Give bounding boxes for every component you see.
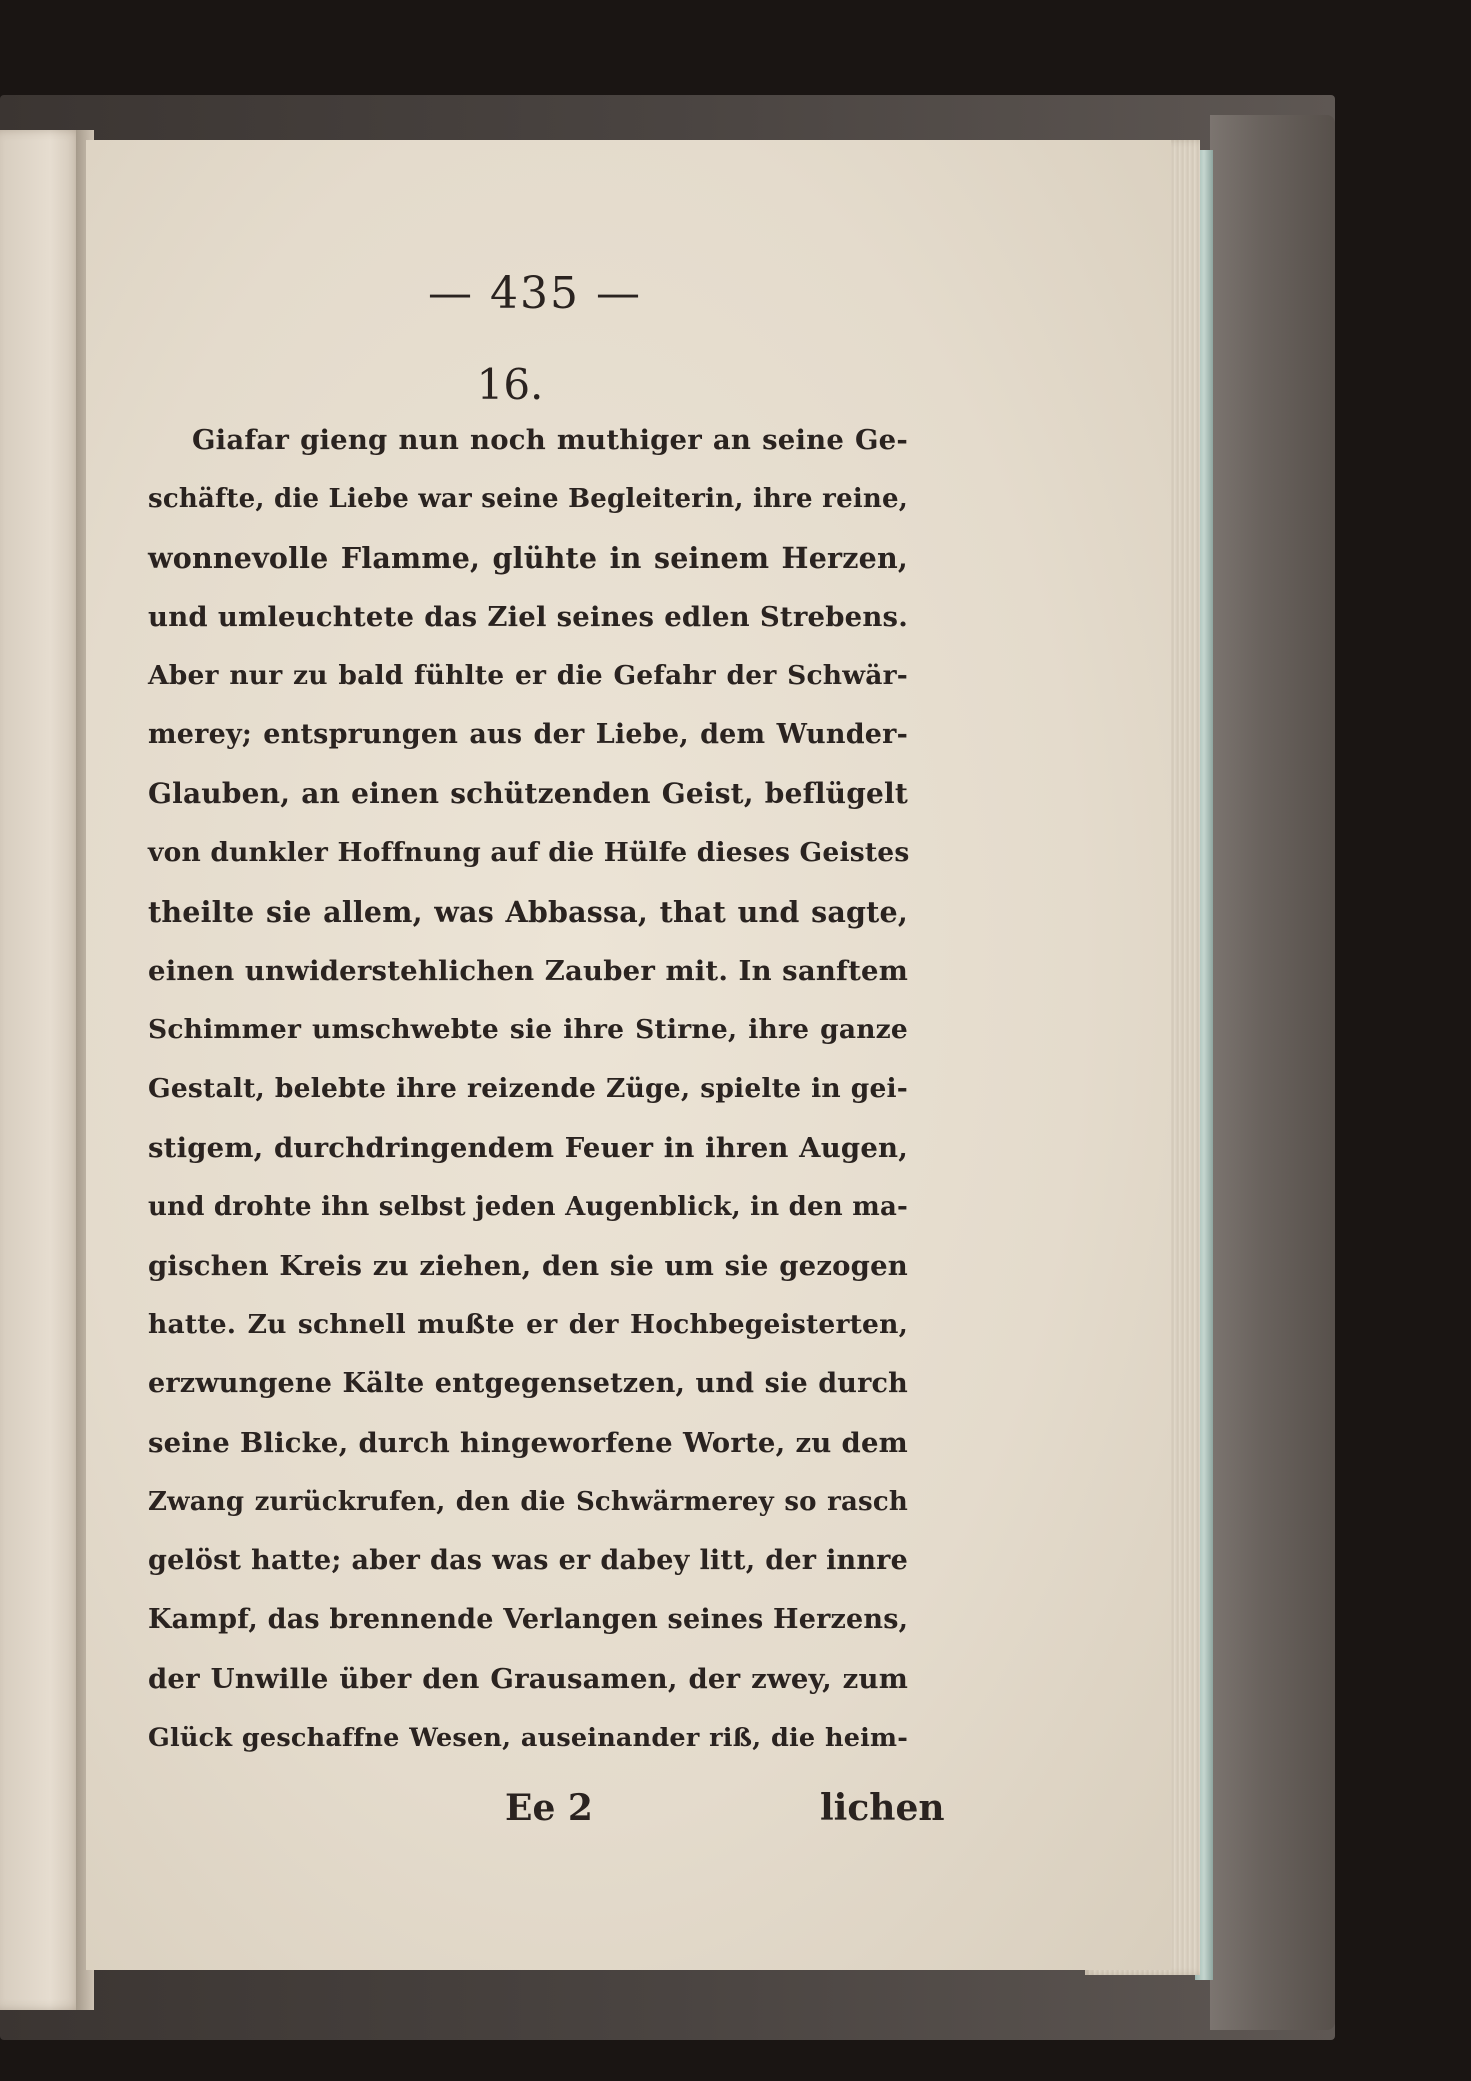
text-line: und umleuchtete das Ziel seines edlen Strebens. [148,601,908,633]
text-line: Gestalt, belebte ihre reizende Züge, spielte in gei- [148,1073,908,1104]
text-line: merey; entsprungen aus der Liebe, dem Wunder- [148,719,908,750]
text-line: der Unwille über den Grausamen, der zwey, zum [148,1663,908,1695]
text-line: Glück geschaffne Wesen, auseinander riß, die heim- [148,1723,908,1753]
text-line: einen unwiderstehlichen Zauber mit. In sanftem [148,955,908,987]
text-line: und drohte ihn selbst jeden Augenblick, in den ma- [148,1192,908,1222]
text-line: Aber nur zu bald fühlte er die Gefahr der Schwär- [148,660,908,691]
text-line: Glauben, an einen schützenden Geist, beflügelt [148,777,908,810]
chapter-number: 16. [476,360,544,409]
text-line: Kampf, das brennende Verlangen seines Herzens, [148,1604,909,1635]
text-line: Giafar gieng nun noch muthiger an seine Ge- [192,424,908,456]
catchword: lichen [820,1787,945,1829]
text-line: stigem, durchdringendem Feuer in ihren Augen, [148,1132,908,1164]
text-line: von dunkler Hoffnung auf die Hülfe dieses Geistes [148,837,910,868]
text-line: Zwang zurückrufen, den die Schwärmerey so rasch [148,1487,908,1517]
text-line: seine Blicke, durch hingeworfene Worte, zu dem [148,1427,908,1459]
text-line: wonnevolle Flamme, glühte in seinem Herzen, [148,541,908,575]
page-number: — 435 — [428,268,642,319]
text-line: gelöst hatte; aber das was er dabey litt, der innre [148,1545,908,1576]
printer-signature-mark: Ee 2 [505,1787,593,1829]
text-line: erzwungene Kälte entgegensetzen, und sie durch [148,1368,908,1399]
text-line: hatte. Zu schnell mußte er der Hochbegeisterten, [148,1309,908,1340]
text-line: theilte sie allem, was Abbassa, that und sagte, [148,895,908,929]
text-line: gischen Kreis zu ziehen, den sie um sie gezogen [148,1250,908,1282]
text-line: Schimmer umschwebte sie ihre Stirne, ihre ganze [148,1014,908,1045]
text-line: schäfte, die Liebe war seine Begleiterin, ihre reine, [148,484,908,514]
